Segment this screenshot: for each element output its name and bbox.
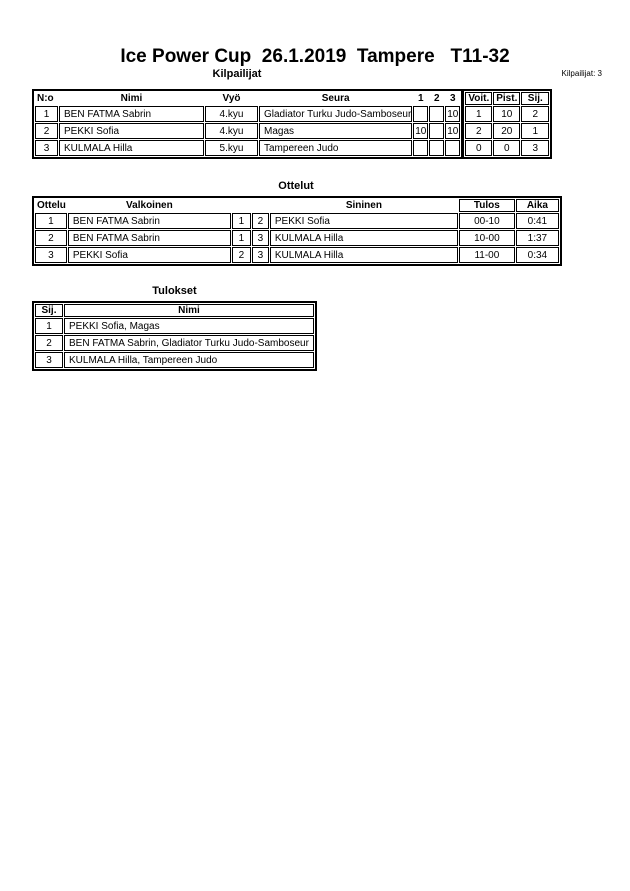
competitor-club — [259, 106, 412, 122]
blue-player: KULMALA Hilla — [270, 230, 458, 246]
competitor-number: 2 — [35, 123, 58, 139]
points-cell: 0 — [493, 140, 520, 156]
blue-player: KULMALA Hilla — [270, 247, 458, 263]
points-cell: 10 — [493, 106, 520, 122]
header-white-number — [232, 199, 251, 212]
wins-cell: 1 — [465, 106, 492, 122]
white-player: PEKKI Sofia — [68, 247, 231, 263]
header-tulos: Tulos — [459, 199, 515, 212]
competitor-club-text: Tampereen Judo — [264, 142, 339, 154]
competitor-name: KULMALA Hilla — [59, 140, 204, 156]
competitor-club — [259, 123, 412, 139]
competitor-number: 1 — [35, 106, 58, 122]
header-vyo: Vyö — [205, 92, 258, 105]
header-opp1: 1 — [413, 92, 428, 105]
competitor-name: PEKKI Sofia — [59, 123, 204, 139]
header-ottelu: Ottelu — [37, 200, 66, 211]
section-title-kilpailijat: Kilpailijat — [212, 68, 262, 80]
competitor-belt: 5.kyu — [205, 140, 258, 156]
matches-header-row — [35, 199, 559, 212]
result-name — [64, 335, 314, 351]
header-blue-number — [252, 199, 269, 212]
wins-cell: 2 — [465, 123, 492, 139]
header-result-nimi: Nimi — [64, 304, 314, 317]
header-seura: Seura — [259, 92, 412, 105]
score-vs-1: 10 — [413, 123, 428, 139]
result-name-text: PEKKI Sofia, Magas — [69, 320, 160, 332]
result-name — [64, 352, 314, 368]
place-cell: 1 — [521, 123, 549, 139]
competitor-club — [259, 140, 412, 156]
result-place: 2 — [35, 335, 63, 351]
header-pist: Pist. — [493, 92, 520, 105]
white-player-number: 1 — [232, 213, 251, 229]
header-aika: Aika — [516, 199, 559, 212]
white-player: BEN FATMA Sabrin — [68, 230, 231, 246]
match-time: 0:41 — [516, 213, 559, 229]
match-number: 1 — [35, 213, 67, 229]
result-row — [35, 335, 314, 351]
page-title: Ice Power Cup 26.1.2019 Tampere T11-32 — [120, 46, 510, 67]
match-row — [35, 230, 559, 246]
result-row — [35, 352, 314, 368]
blue-player-number: 3 — [252, 247, 269, 263]
results-header-row — [35, 304, 314, 317]
competitor-row — [35, 140, 460, 156]
match-time: 1:37 — [516, 230, 559, 246]
result-name — [64, 318, 314, 334]
competitor-club-text: Magas — [264, 125, 295, 137]
score-vs-3 — [445, 140, 460, 156]
match-result: 11-00 — [459, 247, 515, 263]
match-row — [35, 247, 559, 263]
header-nimi: Nimi — [59, 92, 204, 105]
score-vs-2 — [429, 106, 444, 122]
competitor-name: BEN FATMA Sabrin — [59, 106, 204, 122]
header-sininen: Sininen — [270, 199, 458, 212]
competitor-row — [35, 123, 460, 139]
match-row — [35, 213, 559, 229]
section-title-ottelut: Ottelut — [278, 180, 314, 192]
competitor-belt: 4.kyu — [205, 123, 258, 139]
match-number: 3 — [35, 247, 67, 263]
blue-player-number: 2 — [252, 213, 269, 229]
score-row — [465, 123, 549, 139]
score-vs-3: 10 — [445, 123, 460, 139]
header-valkoinen: Valkoinen — [68, 199, 231, 212]
match-time: 0:34 — [516, 247, 559, 263]
score-row — [465, 106, 549, 122]
results-table-wrap — [32, 301, 317, 371]
result-place: 3 — [35, 352, 63, 368]
match-result: 10-00 — [459, 230, 515, 246]
score-vs-1 — [413, 140, 428, 156]
blue-player-number: 3 — [252, 230, 269, 246]
competitor-number: 3 — [35, 140, 58, 156]
score-vs-3: 10 — [445, 106, 460, 122]
competitors-score-table — [462, 89, 552, 159]
competitors-header-row — [35, 92, 460, 105]
competitors-main-table — [32, 89, 463, 159]
match-number: 2 — [35, 230, 67, 246]
competitor-count: Kilpailijat: 3 — [561, 69, 602, 78]
score-row — [465, 140, 549, 156]
matches-table — [32, 196, 562, 266]
wins-cell: 0 — [465, 140, 492, 156]
white-player-number: 1 — [232, 230, 251, 246]
blue-player: PEKKI Sofia — [270, 213, 458, 229]
score-vs-1 — [413, 106, 428, 122]
result-place: 1 — [35, 318, 63, 334]
section-title-tulokset: Tulokset — [152, 285, 197, 297]
competitors-tables — [32, 89, 552, 159]
score-vs-2 — [429, 123, 444, 139]
result-name-text: KULMALA Hilla, Tampereen Judo — [69, 354, 218, 366]
competitor-row — [35, 106, 460, 122]
matches-table-wrap — [32, 196, 562, 266]
white-player-number: 2 — [232, 247, 251, 263]
competitor-belt: 4.kyu — [205, 106, 258, 122]
result-row — [35, 318, 314, 334]
points-cell: 20 — [493, 123, 520, 139]
header-result-sij: Sij. — [35, 304, 63, 317]
match-result: 00-10 — [459, 213, 515, 229]
result-name-text: BEN FATMA Sabrin, Gladiator Turku Judo-Samboseur — [69, 337, 309, 349]
score-vs-2 — [429, 140, 444, 156]
place-cell: 2 — [521, 106, 549, 122]
header-opp3: 3 — [445, 92, 460, 105]
white-player: BEN FATMA Sabrin — [68, 213, 231, 229]
score-header-row — [465, 92, 549, 105]
header-voit: Voit. — [465, 92, 492, 105]
header-no: N:o — [35, 92, 58, 105]
header-opp2: 2 — [429, 92, 444, 105]
results-table — [32, 301, 317, 371]
competitor-club-text: Gladiator Turku Judo-Samboseur — [264, 108, 412, 120]
header-sij: Sij. — [521, 92, 549, 105]
place-cell: 3 — [521, 140, 549, 156]
